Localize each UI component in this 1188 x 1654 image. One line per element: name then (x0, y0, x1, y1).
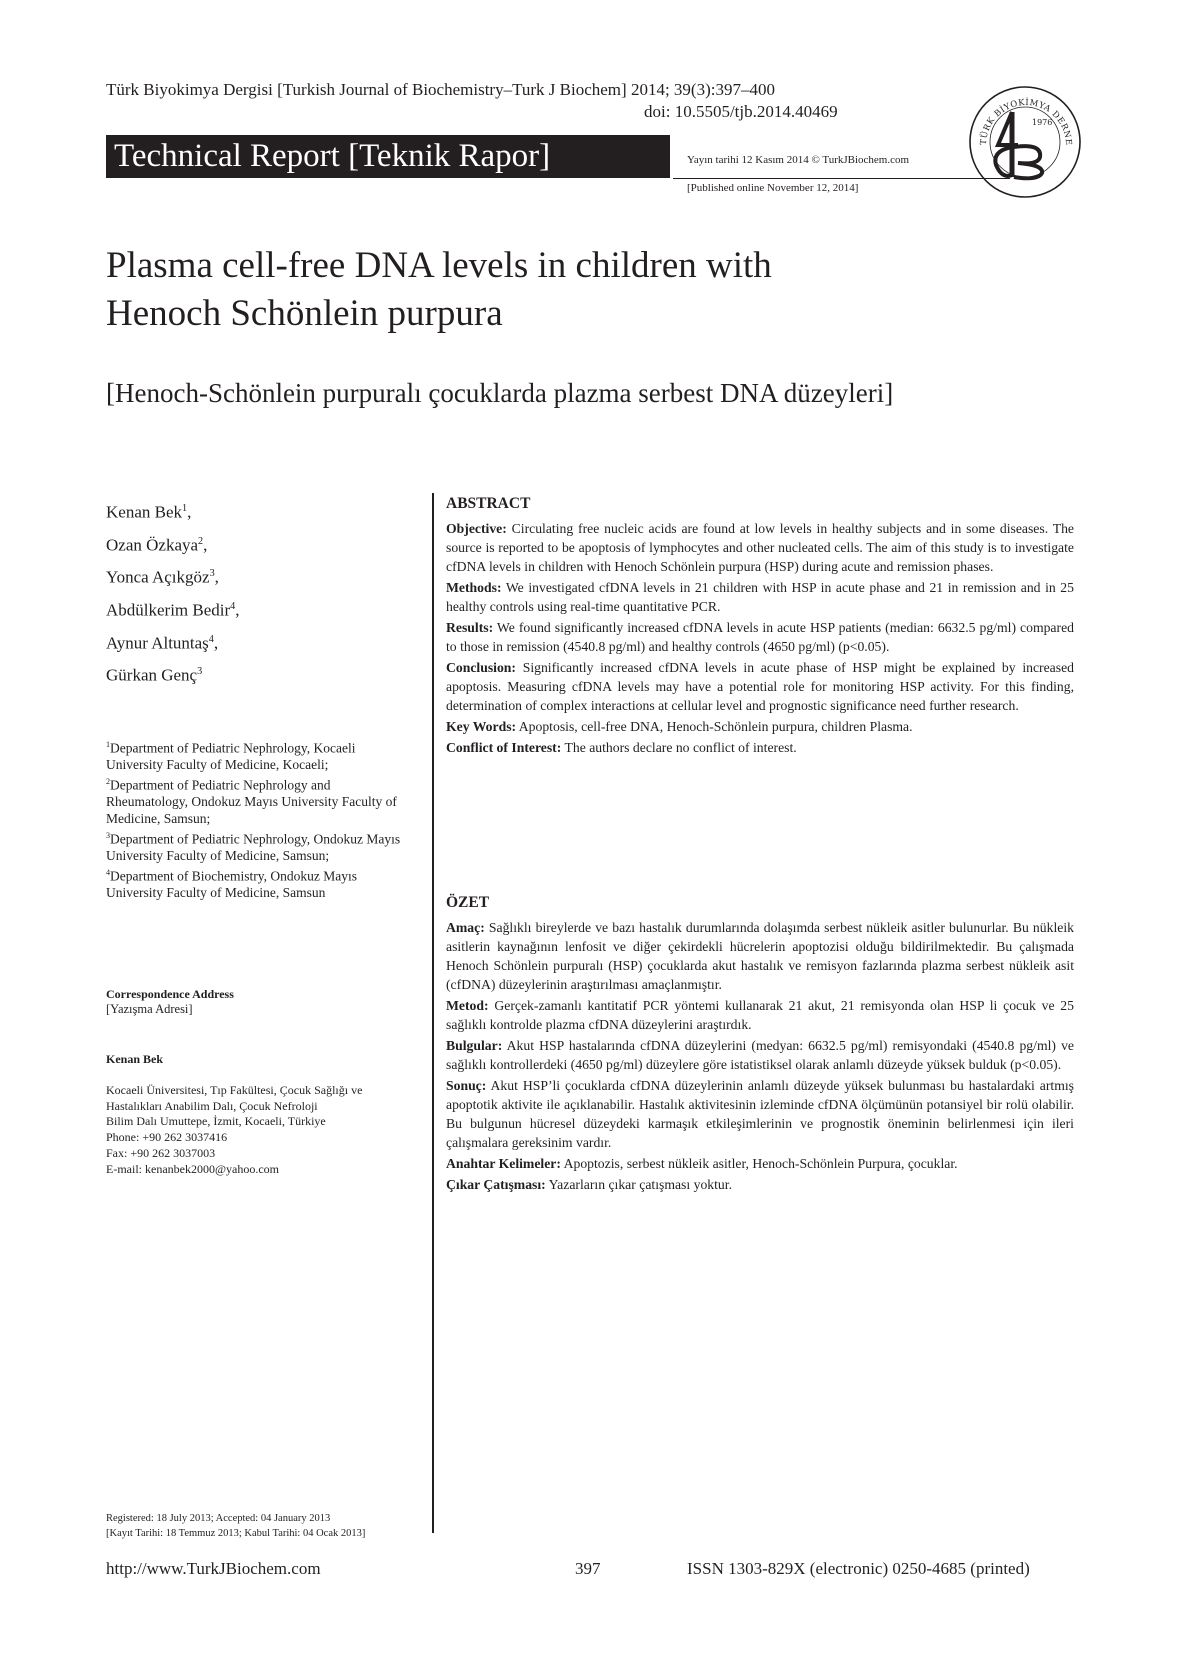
logo-ring-text: TÜRK BİYOKİMYA DERNE (977, 96, 1075, 146)
abstract-methods: Methods: We investigated cfDNA levels in 21 children with HSP in acute phase and 21 in remission and in 25 healthy controls using real-time quantitative PCR. (446, 580, 1074, 614)
abstract-heading: ABSTRACT (446, 495, 531, 512)
fax: Fax: +90 262 3037003 (106, 1145, 216, 1160)
abstract-objective: Objective: Circulating free nucleic acids are found at low levels in healthy subjects and in some diseases. The source is reported to be apoptosis of lymphocytes and other nucleated cells. The aim of this study is to investigate cfDNA levels in children with Henoch Schönlein purpura (HSP) during acute and remission phases. (446, 521, 1074, 574)
correspondence-heading-tr: [Yazışma Adresi] (106, 1002, 193, 1016)
journal-citation: Türk Biyokimya Dergisi [Turkish Journal of Biochemistry–Turk J Biochem] 2014; 39(3):397–400 (106, 80, 775, 99)
abstract-conflict: Conflict of Interest: The authors declare no conflict of interest. (446, 740, 797, 755)
issn: ISSN 1303-829X (electronic) 0250-4685 (printed) (687, 1559, 1030, 1578)
email-link[interactable]: E-mail: kenanbek2000@yahoo.com (106, 1161, 280, 1176)
dates-tr: [Kayıt Tarihi: 18 Temmuz 2013; Kabul Tarihi: 04 Ocak 2013] (106, 1528, 366, 1539)
publication-date-tr: Yayın tarihi 12 Kasım 2014 © TurkJBiochem.com (687, 154, 910, 166)
svg-text:TÜRK BİYOKİMYA DERNEĞİ DERGİSİ (968, 85, 1074, 146)
ozet-amac: Amaç: Sağlıklı bireylerde ve bazı hastalık durumlarında dolaşımda serbest nükleik asitler bulunurlar. Bu nükleik asitlerin kaynağının lenfosit ve diğer çekirdekli hücrelerin apoptozisi olduğu bildirilmektedir. Bu çalışmada Henoch Schönlein purpuralı (HSP) çocuklarda akut hastalık ve remisyon fazlarında plazma serbest nükleik asit (cfDNA) düzeylerinin araştırılması amaçlanmıştır. (446, 920, 1074, 992)
abstract-section (446, 494, 1074, 759)
doi[interactable]: doi: 10.5505/tjb.2014.40469 (644, 102, 838, 121)
ozet-section (446, 893, 1074, 1196)
phone: Phone: +90 262 3037416 (106, 1130, 228, 1145)
author: Gürkan Genç$^3$ (106, 665, 203, 685)
abstract-keywords: Key Words: Apoptosis, cell-free DNA, Henoch-Schönlein purpura, children Plasma. (446, 719, 913, 734)
page-number: 397 (575, 1559, 601, 1578)
dates-en: Registered: 18 July 2013; Accepted: 04 January 2013 (106, 1513, 331, 1524)
address-line: Hastalıkları Anabilim Dalı, Çocuk Nefroloji (106, 1098, 318, 1113)
header-divider (673, 178, 1010, 179)
author: Aynur Altuntaş$^4$, (106, 633, 219, 653)
author-list (106, 494, 240, 690)
tbd-logo-icon (968, 85, 1082, 199)
abstract-results: Results: We found significantly increased cfDNA levels in acute HSP patients (median: 6632.5 pg/ml) compared to those in remission (4540.8 pg/ml) and healthy controls (4650 pg/ml) (p<0.05). (446, 620, 1074, 654)
ozet-cikar-catismasi: Çıkar Çatışması: Yazarların çıkar çatışması yoktur. (446, 1177, 732, 1192)
footer-url-link[interactable]: http://www.TurkJBiochem.com (106, 1559, 321, 1578)
ozet-heading: ÖZET (446, 894, 490, 911)
ozet-anahtar-kelimeler: Anahtar Kelimeler: Apoptozis, serbest nükleik asitler, Henoch-Schönlein Purpura, çocuklar. (446, 1156, 958, 1171)
article-type-banner: Technical Report [Teknik Rapor] (106, 135, 670, 178)
title-line-2: Henoch Schönlein purpura (106, 293, 503, 334)
correspondence-heading: Correspondence Address (106, 987, 234, 1001)
ozet-bulgular: Bulgular: Akut HSP hastalarında cfDNA düzeylerini (medyan: 6632.5 pg/ml) remisyondaki (4540.8 pg/ml) ve sağlıklı kontrollerdeki (4650 pg/ml) düzeylere göre istatistiksel olarak anlamlı düzeyde yüksek bulduk (p<0.05). (446, 1038, 1074, 1072)
author: Kenan Bek$^1$, (106, 502, 192, 522)
article-title (106, 242, 1006, 338)
affiliations (106, 737, 411, 902)
author: Ozan Özkaya$^2$, (106, 535, 208, 555)
affiliation: $^4$Department of Biochemistry, Ondokuz Mayıs University Faculty of Medicine, Samsun (106, 868, 357, 901)
title-line-1: Plasma cell-free DNA levels in children with (106, 245, 772, 286)
address-line: Kocaeli Üniversitesi, Tıp Fakültesi, Çocuk Sağlığı ve (106, 1083, 363, 1097)
logo-year: 1976 (1032, 118, 1053, 127)
author: Yonca Açıkgöz$^3$, (106, 567, 219, 587)
article-dates (106, 1511, 365, 1541)
correspondence-name: Kenan Bek (106, 1052, 164, 1066)
ozet-sonuc: Sonuç: Akut HSP’li çocuklarda cfDNA düzeylerinin anlamlı düzeyde yüksek bulunması bu hastalardaki artmış apoptotik aktivite ile açıklanabilir. Hastalık aktivitesinin izleminde cfDNA ölçümünün potansiyel bir rolü olabilir. Bu bulgunun hücresel düzeydeki karmaşık etkileşimlerinin ve prognostik öneminin belirlenmesi için ileri çalışmalara gereksinim vardır. (446, 1078, 1074, 1150)
correspondence-address (106, 1083, 424, 1177)
affiliation: $^1$Department of Pediatric Nephrology, Kocaeli University Faculty of Medicine, Kocaeli; (106, 740, 356, 773)
article-title-tr: [Henoch-Schönlein purpuralı çocuklarda plazma serbest DNA düzeyleri] (106, 378, 894, 408)
affiliation: $^2$Department of Pediatric Nephrology and Rheumatology, Ondokuz Mayıs University Faculty of Medicine, Samsun; (106, 777, 397, 827)
address-line: Bilim Dalı Umuttepe, İzmit, Kocaeli, Türkiye (106, 1114, 326, 1129)
author: Abdülkerim Bedir$^4$, (106, 600, 240, 620)
ozet-metod: Metod: Gerçek-zamanlı kantitatif PCR yöntemi kullanarak 21 akut, 21 remisyonda olan HSP li çocuk ve 25 sağlıklı kontrolde plazma cfDNA düzeylerini araştırdık. (446, 998, 1074, 1032)
column-divider (432, 493, 434, 1533)
affiliation: $^3$Department of Pediatric Nephrology, Ondokuz Mayıs University Faculty of Medicine, Samsun; (106, 830, 401, 864)
publication-date-en: [Published online November 12, 2014] (687, 182, 859, 194)
abstract-conclusion: Conclusion: Significantly increased cfDNA levels in acute phase of HSP might be explained by increased apoptosis. Measuring cfDNA levels may have a potential role for monitoring HSP activity. For this finding, determination of complex interactions at cellular level and prognostic significance need further research. (446, 660, 1074, 713)
